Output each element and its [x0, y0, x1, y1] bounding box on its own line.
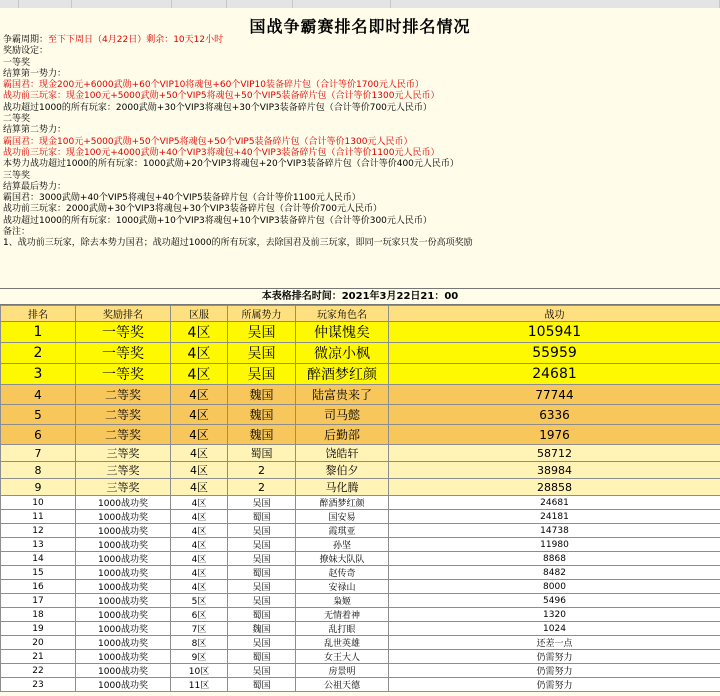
reward-line: [3, 216, 718, 227]
table-cell[interactable]: 马化腾: [296, 479, 389, 496]
table-cell[interactable]: 1000战功奖: [76, 636, 171, 650]
table-cell[interactable]: 9区: [171, 650, 228, 664]
reward-line: [3, 227, 718, 238]
table-cell[interactable]: 1000战功奖: [76, 580, 171, 594]
reward-line-text: 现金200元+6000武勋+60个VIP10将魂包+60个VIP10装备碎片包（合计等价1700元人民币）: [39, 80, 424, 91]
table-cell[interactable]: 仲谋愧矣: [296, 322, 389, 343]
table-cell[interactable]: 霞琪亚: [296, 524, 389, 538]
table-cell[interactable]: 4区: [171, 496, 228, 510]
table-cell[interactable]: 三等奖: [76, 462, 171, 479]
table-cell[interactable]: 陆富贵来了: [296, 385, 389, 405]
table-cell[interactable]: 枭姬: [296, 594, 389, 608]
reward-line-text: 结算第一势力：: [3, 68, 67, 79]
table-cell[interactable]: 77744: [389, 385, 720, 405]
table-cell[interactable]: 5496: [389, 594, 720, 608]
table-cell[interactable]: 12: [1, 524, 76, 538]
table-cell[interactable]: 司马懿: [296, 405, 389, 425]
table-cell[interactable]: 吴国: [228, 364, 296, 385]
table-cell[interactable]: 1320: [389, 608, 720, 622]
reward-line-text: 战功前三玩家：2000武勋+30个VIP3将魂包+30个VIP3装备碎片包（合计等价700元人民币）: [3, 204, 382, 215]
table-cell[interactable]: 蜀国: [228, 566, 296, 580]
column-header-cell[interactable]: [391, 0, 720, 8]
reward-line-text: 一等奖: [3, 57, 31, 68]
reward-line: [3, 69, 718, 80]
table-cell[interactable]: 吴国: [228, 343, 296, 364]
table-row: [1, 594, 720, 608]
header-cell[interactable]: 所属势力: [228, 306, 296, 322]
table-cell[interactable]: 105941: [389, 322, 720, 343]
table-cell[interactable]: 1000战功奖: [76, 664, 171, 678]
table-cell[interactable]: 1000战功奖: [76, 566, 171, 580]
table-cell[interactable]: 2: [228, 462, 296, 479]
table-cell[interactable]: 吴国: [228, 664, 296, 678]
period-label: 争霸周期：: [3, 35, 49, 45]
column-header-cell[interactable]: [227, 0, 293, 8]
reward-line-text: 1、战功前三玩家，除去本势力国君；战功超过1000的所有玩家，去除国君及前三玩家，即同一玩家只发一份高项奖励: [3, 238, 473, 249]
table-cell[interactable]: 11980: [389, 538, 720, 552]
table-cell[interactable]: 7: [1, 445, 76, 462]
table-row: [1, 566, 720, 580]
reward-line-text: 二等奖: [3, 114, 31, 125]
table-cell[interactable]: 1000战功奖: [76, 594, 171, 608]
table-cell[interactable]: 4区: [171, 566, 228, 580]
reward-line-text: 三等奖: [3, 170, 31, 181]
table-cell[interactable]: 国安易: [296, 510, 389, 524]
reward-line: [3, 193, 718, 204]
table-cell[interactable]: 11区: [171, 678, 228, 692]
table-cell[interactable]: 还差一点: [389, 636, 720, 650]
table-cell[interactable]: 1000战功奖: [76, 510, 171, 524]
table-cell[interactable]: 公祖天德: [296, 678, 389, 692]
reward-line: [3, 125, 718, 136]
table-row: [1, 425, 720, 445]
table-cell[interactable]: 14: [1, 552, 76, 566]
table-cell[interactable]: 24681: [389, 364, 720, 385]
table-cell[interactable]: 24181: [389, 510, 720, 524]
reward-line: [3, 80, 718, 91]
header-cell[interactable]: 区服: [171, 306, 228, 322]
table-cell[interactable]: 微凉小枫: [296, 343, 389, 364]
table-cell[interactable]: 魏国: [228, 622, 296, 636]
table-row: [1, 343, 720, 364]
table-cell[interactable]: 8区: [171, 636, 228, 650]
table-cell[interactable]: 饶皓轩: [296, 445, 389, 462]
reward-line: [3, 171, 718, 182]
table-cell[interactable]: 2: [228, 479, 296, 496]
table-caption: 本表格排名时间：2021年3月22日21：00: [0, 288, 720, 305]
ranking-table-section: [0, 288, 720, 692]
table-cell[interactable]: 4区: [171, 510, 228, 524]
table-cell[interactable]: 1000战功奖: [76, 538, 171, 552]
reward-line-label: 霸国君：: [3, 80, 40, 91]
header-cell[interactable]: 玩家角色名: [296, 306, 389, 322]
column-header-cell[interactable]: [0, 0, 19, 8]
table-cell[interactable]: 蜀国: [228, 445, 296, 462]
table-cell[interactable]: 赵传奇: [296, 566, 389, 580]
header-cell[interactable]: 战功: [389, 306, 720, 322]
table-cell[interactable]: 房景明: [296, 664, 389, 678]
ranking-table: [0, 305, 720, 692]
table-cell[interactable]: 黎伯夕: [296, 462, 389, 479]
table-cell[interactable]: 仍需努力: [389, 678, 720, 692]
table-header-row: [1, 306, 720, 322]
table-cell[interactable]: 魏国: [228, 425, 296, 445]
table-cell[interactable]: 魏国: [228, 385, 296, 405]
table-cell[interactable]: 吴国: [228, 524, 296, 538]
table-cell[interactable]: 醉酒梦红颜: [296, 364, 389, 385]
table-cell[interactable]: 1976: [389, 425, 720, 445]
reward-line: [3, 46, 718, 57]
table-cell[interactable]: 1000战功奖: [76, 678, 171, 692]
table-cell[interactable]: 13: [1, 538, 76, 552]
table-cell[interactable]: 5区: [171, 594, 228, 608]
table-row: [1, 664, 720, 678]
table-row: [1, 622, 720, 636]
table-cell[interactable]: 16: [1, 580, 76, 594]
table-cell[interactable]: 蜀国: [228, 678, 296, 692]
table-cell[interactable]: 三等奖: [76, 445, 171, 462]
table-cell[interactable]: 4区: [171, 405, 228, 425]
reward-line-text: 本势力战功超过1000的所有玩家：1000武勋+20个VIP3将魂包+20个VIP3装备碎片包（合计等价400元人民币）: [3, 159, 459, 170]
table-row: [1, 636, 720, 650]
table-cell[interactable]: 一等奖: [76, 343, 171, 364]
table-cell[interactable]: 4区: [171, 322, 228, 343]
reward-line: [3, 159, 718, 170]
table-cell[interactable]: 4区: [171, 385, 228, 405]
reward-description: [3, 35, 718, 250]
table-cell[interactable]: 1000战功奖: [76, 650, 171, 664]
table-cell[interactable]: 1: [1, 322, 76, 343]
table-cell[interactable]: 4区: [171, 580, 228, 594]
table-cell[interactable]: 1000战功奖: [76, 524, 171, 538]
table-row: [1, 510, 720, 524]
reward-line: [3, 91, 718, 102]
table-cell[interactable]: 仍需努力: [389, 650, 720, 664]
table-cell[interactable]: 魏国: [228, 405, 296, 425]
table-row: [1, 496, 720, 510]
spreadsheet-area[interactable]: [0, 8, 720, 696]
table-row: [1, 322, 720, 343]
header-cell[interactable]: 排名: [1, 306, 76, 322]
table-cell[interactable]: 55959: [389, 343, 720, 364]
table-cell[interactable]: 孙坚: [296, 538, 389, 552]
reward-line-text: 霸国君：3000武勋+40个VIP5将魂包+40个VIP5装备碎片包（合计等价1100元人民币）: [3, 193, 361, 204]
table-cell[interactable]: 1000战功奖: [76, 496, 171, 510]
table-row: [1, 678, 720, 692]
column-header-cell[interactable]: [293, 0, 391, 8]
table-cell[interactable]: 4区: [171, 524, 228, 538]
table-cell[interactable]: 4区: [171, 445, 228, 462]
table-row: [1, 552, 720, 566]
table-cell[interactable]: 2: [1, 343, 76, 364]
table-cell[interactable]: 二等奖: [76, 405, 171, 425]
table-cell[interactable]: 8000: [389, 580, 720, 594]
table-cell[interactable]: 4区: [171, 552, 228, 566]
table-row: [1, 650, 720, 664]
table-cell[interactable]: 后勤部: [296, 425, 389, 445]
table-cell[interactable]: 6: [1, 425, 76, 445]
reward-line: [3, 137, 718, 148]
column-header-cell[interactable]: [19, 0, 72, 8]
table-cell[interactable]: 7区: [171, 622, 228, 636]
table-cell[interactable]: 仍需努力: [389, 664, 720, 678]
header-cell[interactable]: 奖励排名: [76, 306, 171, 322]
period-line: [3, 35, 718, 46]
table-cell[interactable]: 11: [1, 510, 76, 524]
reward-line: [3, 204, 718, 215]
reward-line-text: 结算最后势力：: [3, 181, 67, 192]
table-cell[interactable]: 三等奖: [76, 479, 171, 496]
table-cell[interactable]: 吴国: [228, 496, 296, 510]
table-cell[interactable]: 38984: [389, 462, 720, 479]
table-row: [1, 364, 720, 385]
table-cell[interactable]: 蜀国: [228, 608, 296, 622]
table-cell[interactable]: 15: [1, 566, 76, 580]
table-cell[interactable]: 8868: [389, 552, 720, 566]
table-cell[interactable]: 18: [1, 608, 76, 622]
table-cell[interactable]: 14738: [389, 524, 720, 538]
table-cell[interactable]: 一等奖: [76, 364, 171, 385]
table-cell[interactable]: 10: [1, 496, 76, 510]
column-header-cell[interactable]: [72, 0, 172, 8]
table-cell[interactable]: 8: [1, 462, 76, 479]
reward-line-text: 奖励设定：: [3, 46, 49, 57]
reward-lines: [3, 46, 718, 249]
table-row: [1, 580, 720, 594]
reward-line-label: 战功前三玩家：: [3, 147, 67, 158]
reward-line: [3, 103, 718, 114]
reward-line: [3, 238, 718, 249]
reward-line-text: 战功超过1000的所有玩家：2000武勋+30个VIP3将魂包+30个VIP3装备碎片包（合计等价700元人民币）: [3, 102, 432, 113]
table-row: [1, 524, 720, 538]
table-cell[interactable]: 4区: [171, 538, 228, 552]
table-cell[interactable]: 6区: [171, 608, 228, 622]
table-cell[interactable]: 9: [1, 479, 76, 496]
table-cell[interactable]: 乱世英雄: [296, 636, 389, 650]
reward-line-text: 现金100元+5000武勋+50个VIP5将魂包+50个VIP5装备碎片包（合计等价1300元人民币）: [39, 136, 413, 147]
table-cell[interactable]: 8482: [389, 566, 720, 580]
table-cell[interactable]: 6336: [389, 405, 720, 425]
table-cell[interactable]: 一等奖: [76, 322, 171, 343]
table-cell[interactable]: 4区: [171, 462, 228, 479]
table-cell[interactable]: 4区: [171, 364, 228, 385]
table-cell[interactable]: 10区: [171, 664, 228, 678]
table-cell[interactable]: 醉酒梦红颜: [296, 496, 389, 510]
table-cell[interactable]: 二等奖: [76, 385, 171, 405]
reward-line-label: 霸国君：: [3, 136, 40, 147]
table-cell[interactable]: 蜀国: [228, 650, 296, 664]
table-cell[interactable]: 3: [1, 364, 76, 385]
table-row: [1, 538, 720, 552]
table-cell[interactable]: 吴国: [228, 594, 296, 608]
period-value: 至下下周日（4月22日）剩余：10天12小时: [48, 35, 224, 45]
column-header-cell[interactable]: [172, 0, 228, 8]
table-cell[interactable]: 24681: [389, 496, 720, 510]
table-cell[interactable]: 23: [1, 678, 76, 692]
table-cell[interactable]: 吴国: [228, 322, 296, 343]
reward-line-label: 战功前三玩家：: [3, 91, 67, 102]
table-cell[interactable]: 吴国: [228, 580, 296, 594]
table-cell[interactable]: 乱打眼: [296, 622, 389, 636]
table-cell[interactable]: 吴国: [228, 636, 296, 650]
sheet-title: 国战争霸赛排名即时排名情况: [249, 17, 471, 36]
table-cell[interactable]: 安禄山: [296, 580, 389, 594]
table-cell[interactable]: 1000战功奖: [76, 608, 171, 622]
table-cell[interactable]: 1024: [389, 622, 720, 636]
table-row: [1, 462, 720, 479]
reward-line-text: 现金100元+5000武勋+50个VIP5将魂包+50个VIP5装备碎片包（合计等价1300元人民币）: [66, 91, 440, 102]
reward-line: [3, 58, 718, 69]
reward-line-text: 结算第二势力：: [3, 125, 67, 136]
reward-line-text: 战功超过1000的所有玩家：1000武勋+10个VIP3将魂包+10个VIP3装备碎片包（合计等价300元人民币）: [3, 215, 432, 226]
table-cell[interactable]: 4: [1, 385, 76, 405]
table-cell[interactable]: 1000战功奖: [76, 622, 171, 636]
table-cell[interactable]: 17: [1, 594, 76, 608]
table-cell[interactable]: 吴国: [228, 552, 296, 566]
table-cell[interactable]: 20: [1, 636, 76, 650]
table-cell[interactable]: 二等奖: [76, 425, 171, 445]
table-cell[interactable]: 22: [1, 664, 76, 678]
table-row: [1, 405, 720, 425]
table-cell[interactable]: 1000战功奖: [76, 552, 171, 566]
table-cell[interactable]: 撩妹大队队: [296, 552, 389, 566]
reward-line-text: 备注：: [3, 227, 31, 238]
table-cell[interactable]: 58712: [389, 445, 720, 462]
table-cell[interactable]: 4区: [171, 343, 228, 364]
table-row: [1, 385, 720, 405]
table-cell[interactable]: 5: [1, 405, 76, 425]
table-cell[interactable]: 女王大人: [296, 650, 389, 664]
table-cell[interactable]: 吴国: [228, 538, 296, 552]
table-row: [1, 445, 720, 462]
reward-line-text: 现金100元+4000武勋+40个VIP3将魂包+40个VIP3装备碎片包（合计等价1100元人民币）: [66, 147, 440, 158]
table-cell[interactable]: 4区: [171, 479, 228, 496]
reward-line: [3, 182, 718, 193]
table-cell[interactable]: 28858: [389, 479, 720, 496]
table-cell[interactable]: 无情着神: [296, 608, 389, 622]
table-cell[interactable]: 19: [1, 622, 76, 636]
table-cell[interactable]: 蜀国: [228, 510, 296, 524]
reward-line: [3, 148, 718, 159]
table-row: [1, 608, 720, 622]
table-cell[interactable]: 21: [1, 650, 76, 664]
reward-line: [3, 114, 718, 125]
table-row: [1, 479, 720, 496]
table-cell[interactable]: 4区: [171, 425, 228, 445]
